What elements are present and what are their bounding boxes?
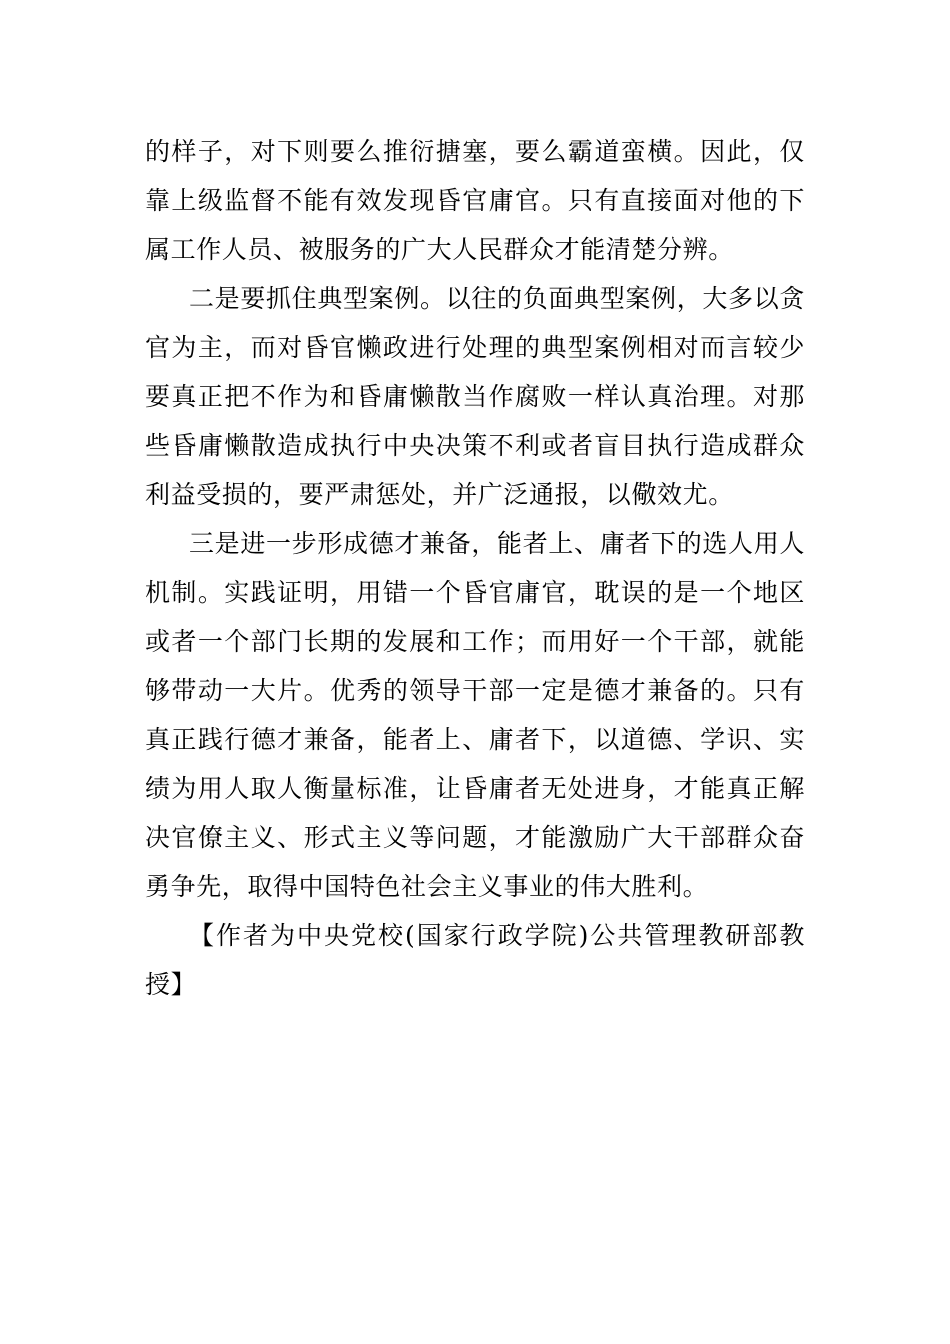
paragraph-typical-cases: 二是要抓住典型案例。以往的负面典型案例，大多以贪官为主，而对昏官懒政进行处理的典型案例相对而言较少要真正把不作为和昏庸懒散当作腐败一样认真治理。对那些昏庸懒散造成执行中央决策不利或者盲目执行造成群众利益受损的，要严肃惩处，并广泛通报，以儆效尤。 [145, 284, 805, 509]
author-note: 【作者为中央党校(国家行政学院)公共管理教研部教授】 [145, 921, 805, 999]
paragraph-continuation: 的样子，对下则要么推衍搪塞，要么霸道蛮横。因此，仅靠上级监督不能有效发现昏官庸官。只有直接面对他的下属工作人员、被服务的广大人民群众才能清楚分辨。 [145, 137, 805, 264]
body-text [145, 127, 805, 1009]
paragraph-selection-mechanism: 三是进一步形成德才兼备，能者上、庸者下的选人用人机制。实践证明，用错一个昏官庸官，耽误的是一个地区或者一个部门长期的发展和工作；而用好一个干部，就能够带动一大片。优秀的领导干部一定是德才兼备的。只有真正践行德才兼备，能者上、庸者下，以道德、学识、实绩为用人取人衡量标准，让昏庸者无处进身，才能真正解决官僚主义、形式主义等问题，才能激励广大干部群众奋勇争先，取得中国特色社会主义事业的伟大胜利。 [145, 529, 805, 901]
